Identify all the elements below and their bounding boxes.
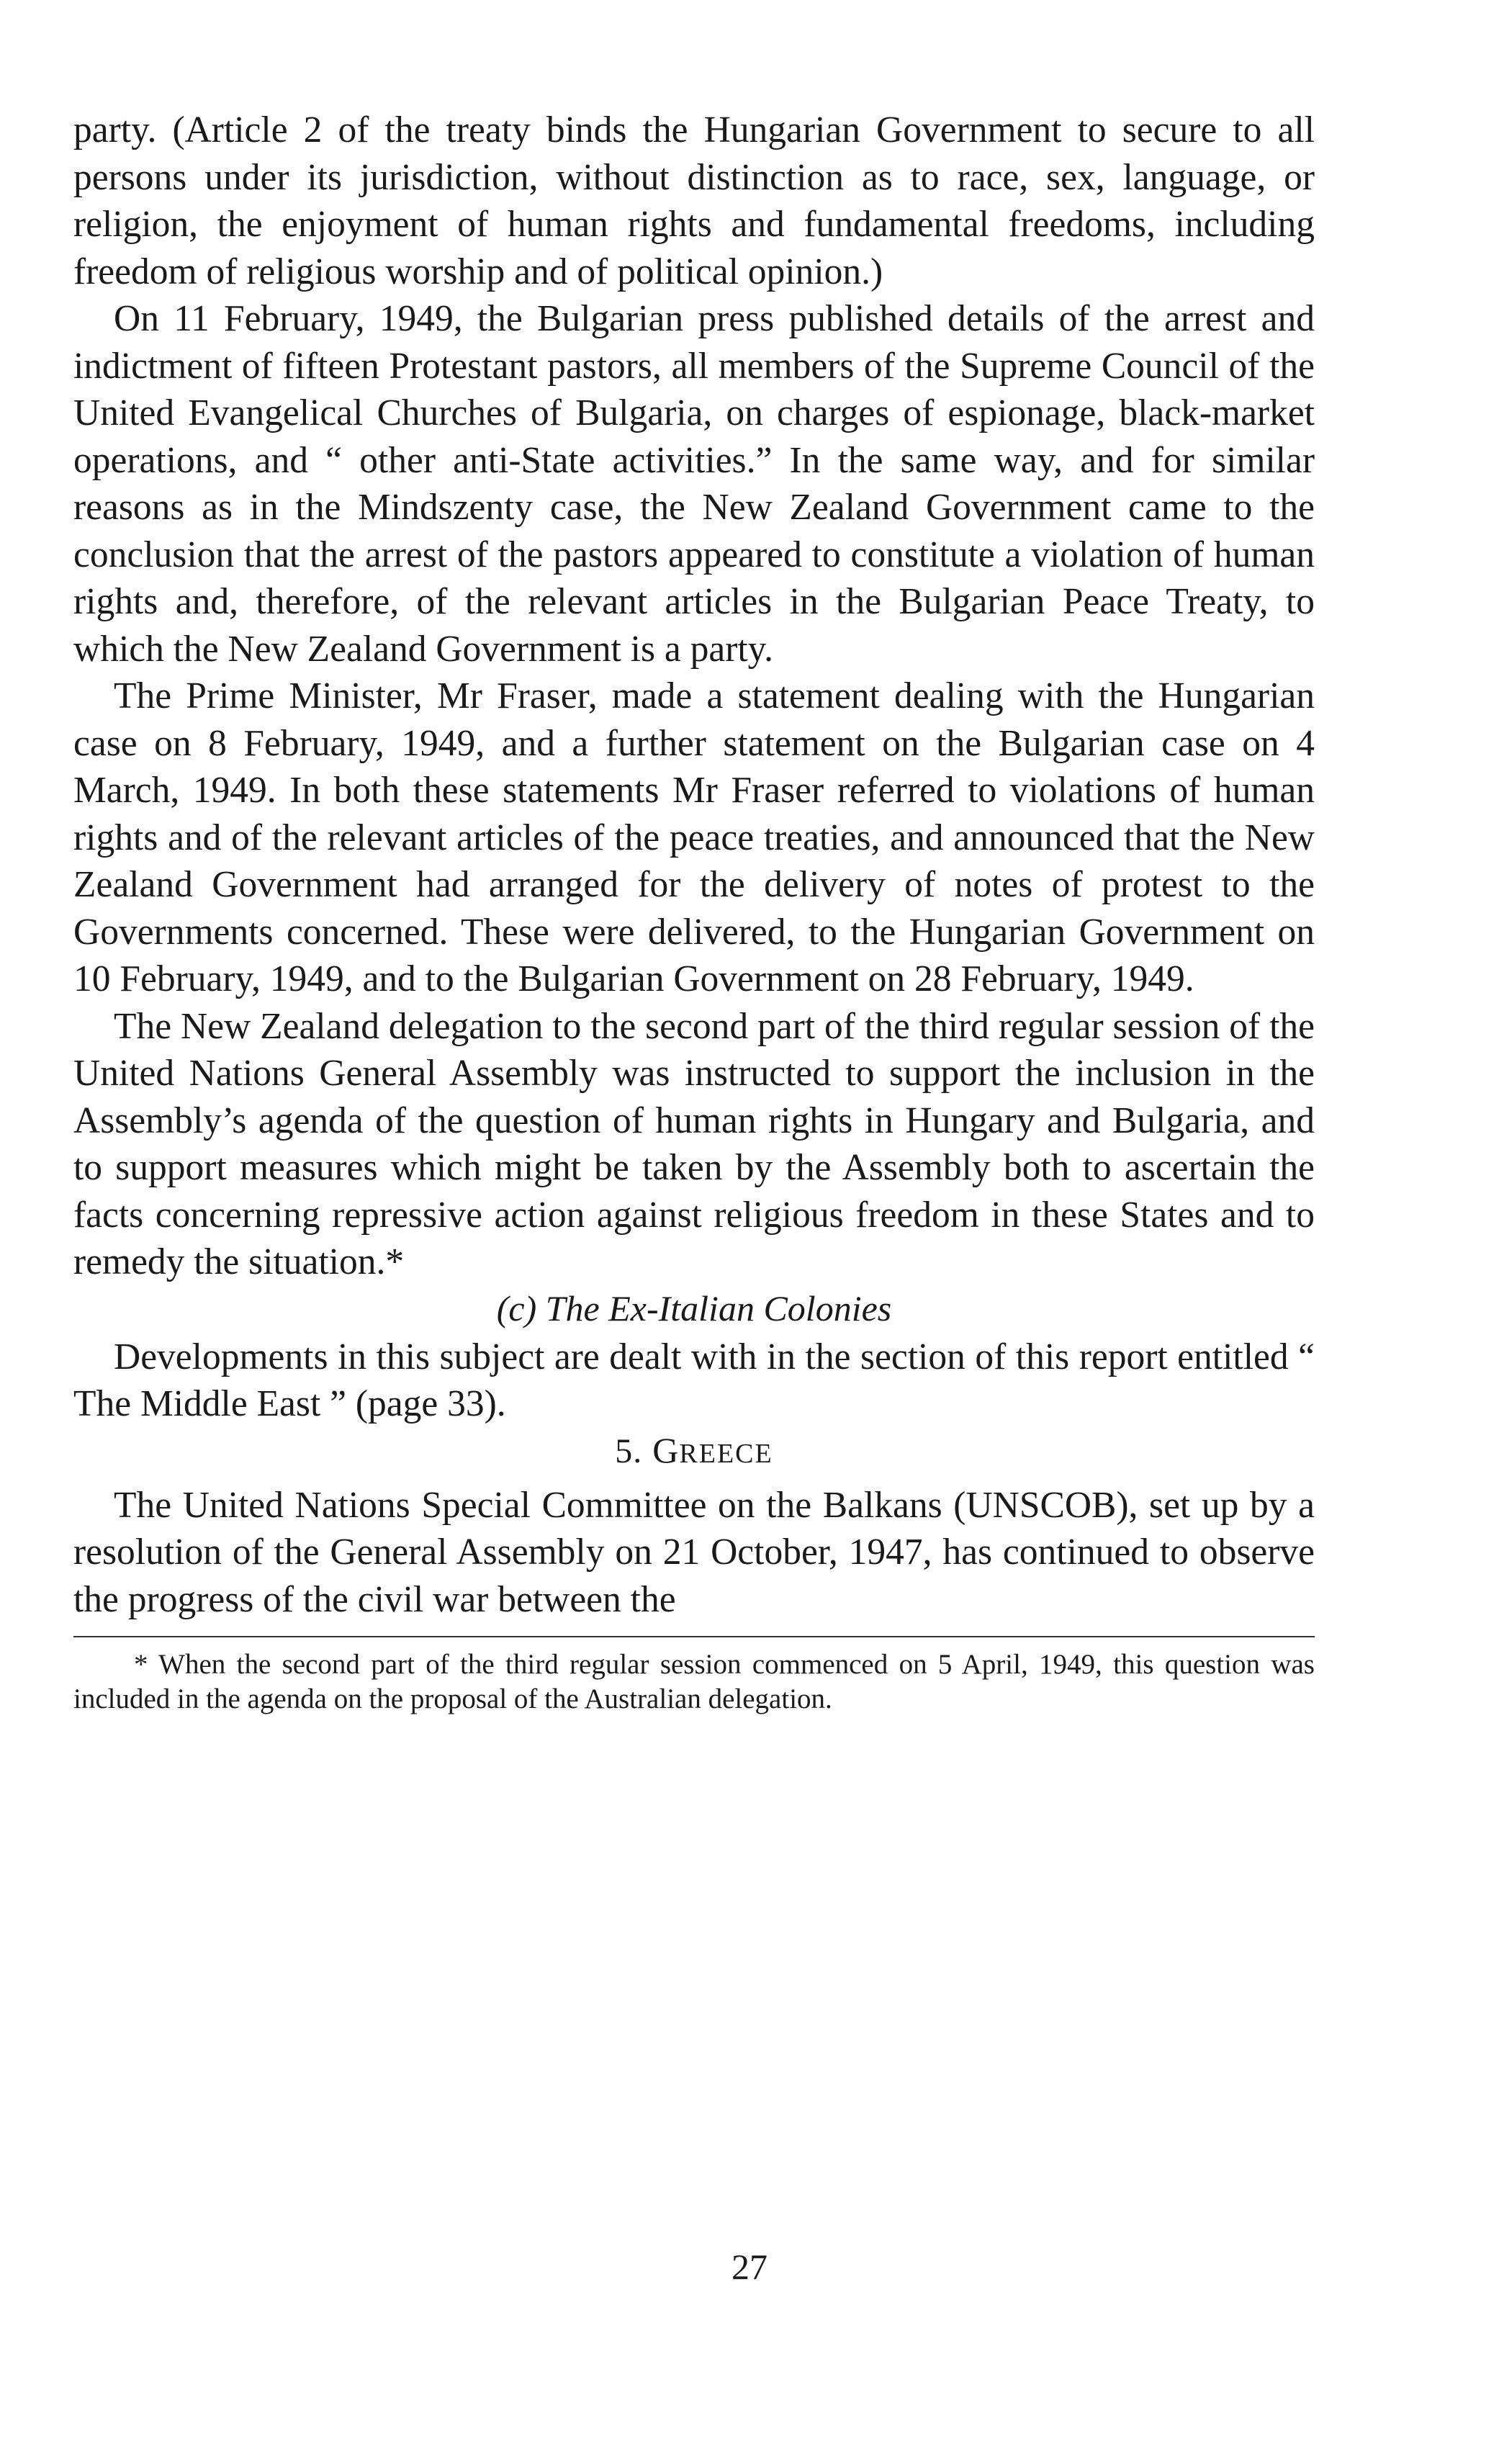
heading-greece-initial: G [652,1429,680,1470]
paragraph-unscob: The United Nations Special Committee on the Balkans (UNSCOB), set up by a resolution of the General Assembly on 21 October, 1947, has continued to observe the progress of the civil war between the [73,1484,1315,1620]
page-content [73,107,1315,1717]
paragraph-bulgarian-pastors: On 11 February, 1949, the Bulgarian press published details of the arrest and indictment of fifteen Protestant pastors, all members of the Supreme Council of the United Evangelical Churches of Bulgaria, on charges of espionage, black-market operations, and “ other anti-State activities.” In the same way, and for similar reasons as in the Mindszenty case, the New Zealand Government came to the conclusion that the arrest of the pastors appeared to constitute a violation of human rights and, therefore, of the relevant articles in the Bulgarian Peace Treaty, to which the New Zealand Government is a party. [73,298,1315,670]
page-number: 27 [732,2247,767,2287]
heading-greece-number: 5. [615,1431,643,1470]
footnote: * When the second part of the third regular session commenced on 5 April, 1949, this question was included in the agenda on the proposal of the Australian delegation. [73,1649,1315,1714]
heading-greece-rest: REECE [679,1438,773,1469]
paragraph-nz-delegation: The New Zealand delegation to the second part of the third regular session of the United Nations General Assembly was instructed to support the inclusion in the Assembly’s agenda of the question of human rights in Hungary and Bulgaria, and to support measures which might be taken by the Assembly both to ascertain the facts concerning repressive action against religious freedom in these States and to remedy the situation.* [73,1005,1315,1282]
heading-greece [73,1428,1315,1476]
paragraph-ex-italian-colonies: Developments in this subject are dealt with in the section of this report entitled “ The Middle East ” (page 33). [73,1336,1315,1424]
paragraph-prime-minister-statement: The Prime Minister, Mr Fraser, made a statement dealing with the Hungarian case on 8 February, 1949, and a further statement on the Bulgarian case on 4 March, 1949. In both these statements Mr Fraser referred to violations of human rights and of the relevant articles of the peace treaties, and announced that the New Zealand Government had arranged for the delivery of notes of protest to the Governments concerned. These were delivered, to the Hungarian Government on 10 February, 1949, and to the Bulgarian Government on 28 February, 1949. [73,675,1315,999]
heading-ex-italian-colonies: (c) The Ex-Italian Colonies [496,1287,892,1328]
paragraph-hungarian-treaty-article: party. (Article 2 of the treaty binds the Hungarian Government to secure to all persons under its jurisdiction, without distinction as to race, sex, language, or religion, the enjoyment of human rights and fundamental freedoms, including freedom of religious worship and of political opinion.) [73,109,1315,292]
footnote-divider [73,1636,1315,1637]
